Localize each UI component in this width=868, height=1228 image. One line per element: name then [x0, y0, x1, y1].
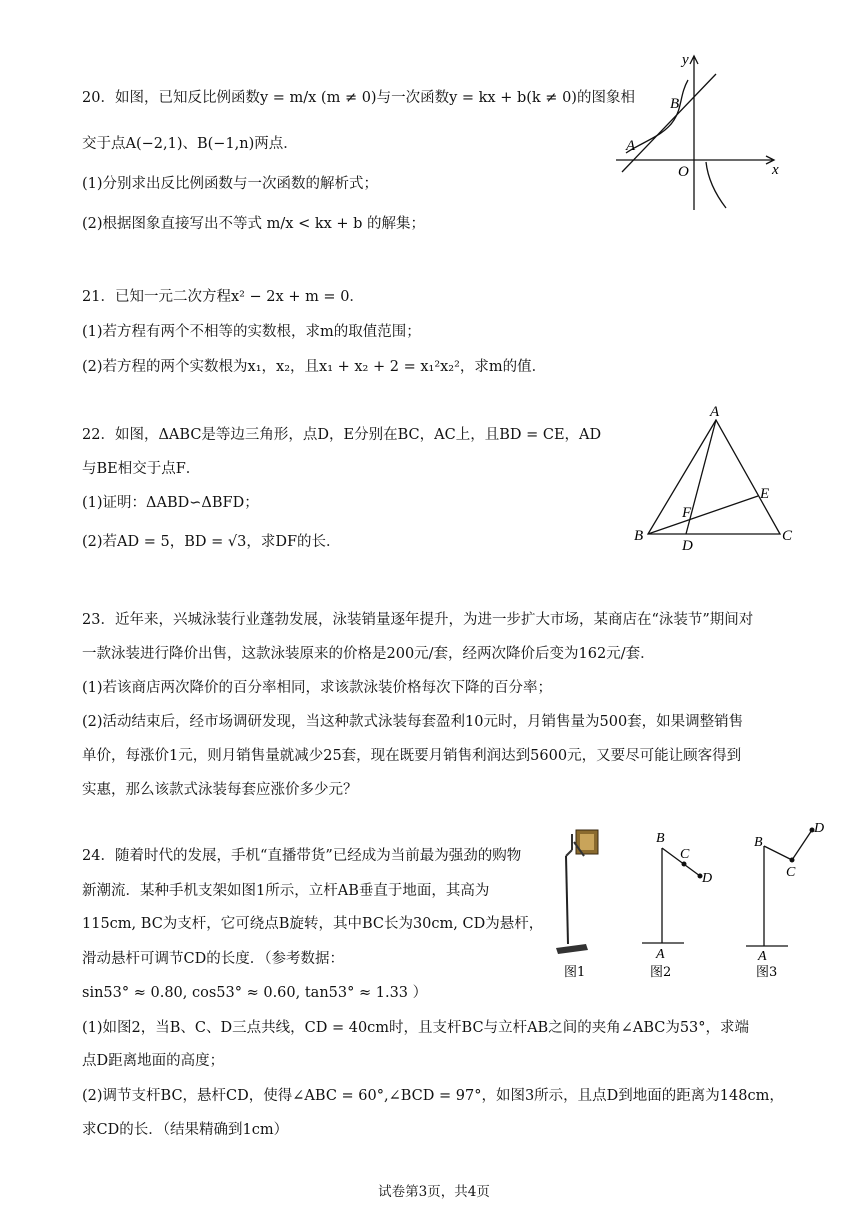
q20-label-a: A [626, 138, 636, 154]
q24-fig1-caption: 图1 [564, 965, 586, 980]
q24-part1-line1: (1)如图2，当B、C、D三点共线，CD = 40cm时，且支杆BC与立杆AB之间的夹角∠ABC为53°，求端 [82, 1020, 750, 1036]
q24-line3: 115cm, BC为支杆，它可绕点B旋转，其中BC长为30cm, CD为悬杆， [82, 916, 544, 932]
q20-label-o: O [678, 164, 689, 180]
q23-line1: 23．近年来，兴城泳装行业蓬勃发展，泳装销量逐年提升，为进一步扩大市场，某商店在“泳装节”期间对 [82, 612, 754, 628]
q24-fig3-diagram [742, 818, 832, 986]
q22-part1: (1)证明：ΔABD∽ΔBFD； [82, 495, 259, 511]
q24-part2-line1: (2)调节支杆BC，悬杆CD，使得∠ABC = 60°,∠BCD = 97°，如图3所示，且点D到地面的距离为148cm， [82, 1088, 784, 1104]
q22-triangle-figure [630, 402, 800, 552]
q24-part1-line2: 点D距离地面的高度； [82, 1053, 225, 1069]
q22-label-f: F [682, 505, 692, 521]
q20-label-y: y [682, 52, 689, 68]
q24-fig3-label-d: D [814, 821, 825, 836]
q20-line1: 20．如图，已知反比例函数y = m/x (m ≠ 0)与一次函数y = kx + b(k ≠ 0)的图象相 [82, 90, 635, 106]
q23-part1: (1)若该商店两次降价的百分率相同，求该款泳装价格每次下降的百分率； [82, 680, 553, 696]
q24-fig3-label-b: B [754, 835, 763, 850]
q22-label-a: A [710, 404, 720, 420]
q20-part1: (1)分别求出反比例函数与一次函数的解析式； [82, 176, 379, 192]
q23-part2-line1: (2)活动结束后，经市场调研发现，当这种款式泳装每套盈利10元时，月销售量为500套，如果调整销售 [82, 714, 744, 730]
q24-fig2-label-a: A [656, 947, 665, 962]
q24-fig2-diagram [640, 826, 720, 986]
q23-part2-line2: 单价，每涨价1元，则月销售量就减少25套，现在既要月销售利润达到5600元，又要尽可能让顾客得到 [82, 748, 742, 764]
q22-line1: 22．如图，ΔABC是等边三角形，点D，E分别在BC，AC上，且BD = CE，AD [82, 427, 602, 443]
q24-fig2-caption: 图2 [650, 965, 672, 980]
q21-part1: (1)若方程有两个不相等的实数根，求m的取值范围； [82, 324, 421, 340]
q20-graph-figure [612, 50, 782, 212]
q23-part2-line3: 实惠，那么该款式泳装每套应涨价多少元？ [82, 782, 358, 798]
q24-line1: 24．随着时代的发展，手机“直播带货”已经成为当前最为强劲的购物 [82, 848, 522, 864]
q24-fig3-caption: 图3 [756, 965, 778, 980]
q22-label-d: D [682, 538, 693, 554]
q24-line5: sin53° ≈ 0.80, cos53° ≈ 0.60, tan53° ≈ 1.33 ） [82, 985, 428, 1001]
q24-line4: 滑动悬杆可调节CD的长度．（参考数据： [82, 951, 344, 967]
q24-line2: 新潮流．某种手机支架如图1所示，立杆AB垂直于地面，其高为 [82, 883, 490, 899]
q22-line2: 与BE相交于点F． [82, 461, 201, 477]
q22-label-b: B [634, 528, 644, 544]
q22-label-c: C [782, 528, 793, 544]
q20-line2: 交于点A(−2,1)、B(−1,n)两点． [82, 136, 298, 152]
q20-part2: (2)根据图象直接写出不等式 m/x < kx + b 的解集； [82, 216, 426, 232]
q23-line2: 一款泳装进行降价出售，这款泳装原来的价格是200元/套，经两次降价后变为162元/套． [82, 646, 655, 662]
q21-line1: 21．已知一元二次方程x² − 2x + m = 0． [82, 289, 364, 305]
q24-fig1-phone-stand [552, 826, 612, 986]
q24-fig3-label-a: A [758, 949, 767, 964]
q20-label-x: x [772, 162, 779, 178]
q24-fig3-label-c: C [786, 865, 796, 880]
q22-label-e: E [760, 486, 770, 502]
page-footer: 试卷第3页，共4页 [378, 1184, 490, 1200]
q21-part2: (2)若方程的两个实数根为x₁，x₂，且x₁ + x₂ + 2 = x₁²x₂²，求m的值． [82, 359, 547, 375]
q22-part2: (2)若AD = 5，BD = √3，求DF的长． [82, 534, 341, 550]
q24-part2-line2: 求CD的长．（结果精确到1cm） [82, 1122, 289, 1138]
q20-label-b: B [670, 96, 680, 112]
q24-fig2-label-d: D [702, 871, 713, 886]
q24-fig2-label-c: C [680, 847, 690, 862]
q24-fig2-label-b: B [656, 831, 665, 846]
